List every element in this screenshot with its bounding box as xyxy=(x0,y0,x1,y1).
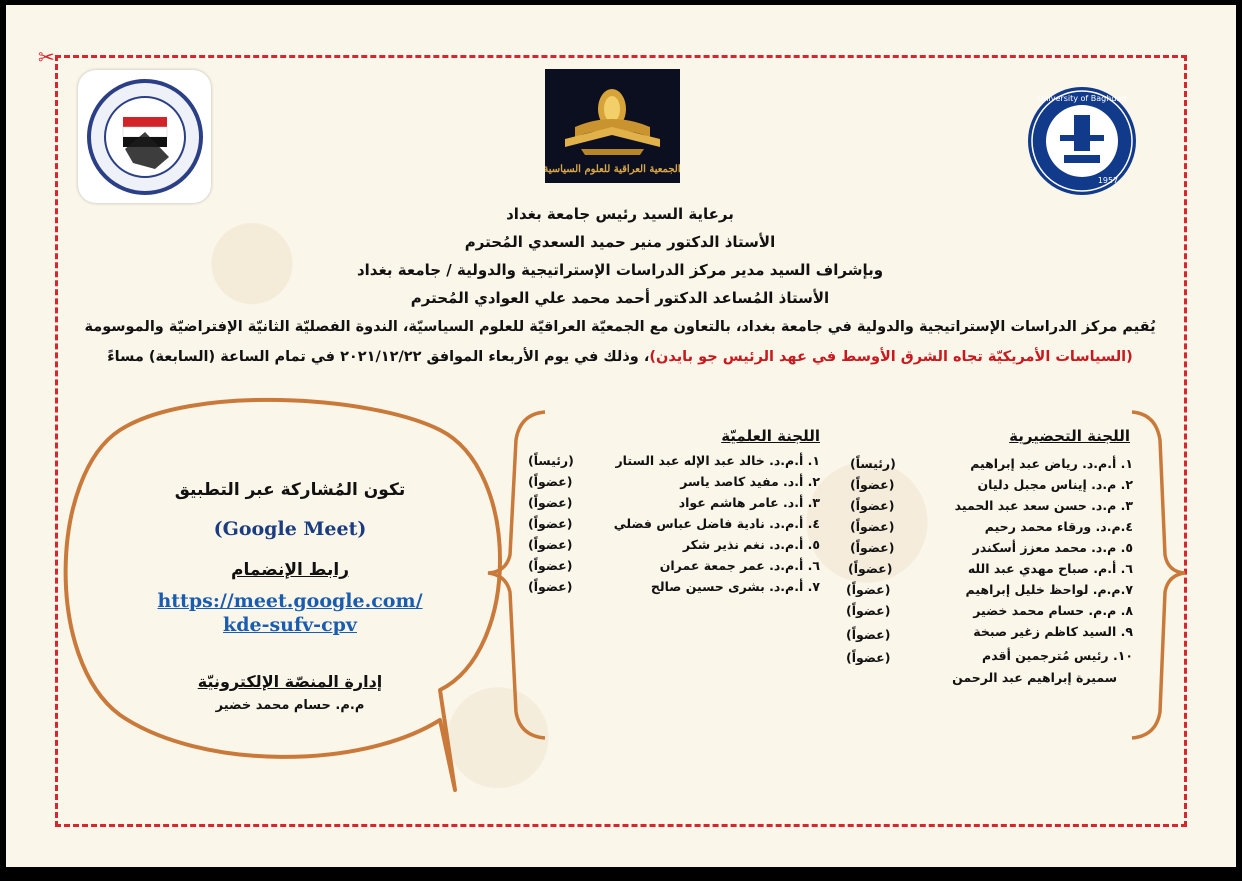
member-role: (عضواً) xyxy=(528,558,573,573)
member-role: (عضواً) xyxy=(528,537,573,552)
member-role: (عضواً) xyxy=(846,650,891,665)
university-year-text: 1957 xyxy=(1097,176,1119,185)
list-item: ٥. م.د. محمد معزز أسكندر xyxy=(972,540,1133,555)
list-item: ٥. أ.م.د. نغم نذير شكر xyxy=(682,537,820,552)
list-item: ٧.م.م. لواحظ خليل إبراهيم xyxy=(965,582,1133,597)
meet-link-line2[interactable]: kde-sufv-cpv xyxy=(223,614,357,636)
member-role: (عضواً) xyxy=(528,474,573,489)
meet-link-line1[interactable]: https://meet.google.com/ xyxy=(157,590,423,612)
member-role: (عضواً) xyxy=(528,495,573,510)
member-role: (عضواً) xyxy=(846,627,891,642)
member-role: (عضواً) xyxy=(528,579,573,594)
list-item: ٣. م.د. حسن سعد عبد الحميد xyxy=(954,498,1133,513)
event-date-time: ، وذلك في يوم الأربعاء الموافق ٢٠٢١/١٢/٢٢ في تمام الساعة (السابعة) مساءً xyxy=(107,349,650,365)
member-role: (عضواً) xyxy=(850,540,895,555)
list-item: ٤. أ.م.د. نادية فاضل عباس فضلي xyxy=(613,516,820,531)
member-role: (عضواً) xyxy=(850,519,895,534)
member-role: (رئيساً) xyxy=(528,453,574,468)
join-link-label: رابط الإنضمام xyxy=(231,560,349,580)
participation-text: تكون المُشاركة عبر التطبيق xyxy=(174,480,406,500)
list-item: ١. أ.م.د. خالد عبد الإله عبد الستار xyxy=(615,453,820,468)
prep-committee-title: اللجنة التحضيرية xyxy=(1009,427,1130,445)
director-name: الأستاذ المُساعد الدكتور أحمد محمد علي العوادي المُحترم xyxy=(410,289,830,307)
list-item: ٣. أ.د. عامر هاشم عواد xyxy=(678,495,820,510)
platform-management-label: إدارة المنصّة الإلكترونيّة xyxy=(197,672,383,691)
list-item: ٨. م.م. حسام محمد خضير xyxy=(973,603,1133,618)
patronage-line: برعاية السيد رئيس جامعة بغداد xyxy=(506,205,734,223)
scissors-icon: ✂ xyxy=(38,45,55,69)
list-item: ٩. السيد كاظم زغير صبخة xyxy=(973,624,1133,639)
member-role: (رئيساً) xyxy=(850,456,896,471)
right-curly-bracket xyxy=(1132,412,1185,738)
list-item: ٧. أ.م.د. بشرى حسين صالح xyxy=(650,579,820,594)
member-role: (عضواً) xyxy=(848,561,893,576)
member-role: (عضواً) xyxy=(528,516,573,531)
list-item: ٦. أ.م. صباح مهدي عبد الله xyxy=(967,561,1133,576)
list-item: ٢. أ.د. مفيد كاصد ياسر xyxy=(680,474,820,489)
list-item: ٢. م.د. إيناس مجبل دليان xyxy=(977,477,1133,492)
supervision-line: وبإشراف السيد مدير مركز الدراسات الإستراتيجية والدولية / جامعة بغداد xyxy=(356,261,884,279)
president-name: الأستاذ الدكتور منير حميد السعدي المُحترم xyxy=(464,233,776,251)
list-item: ٦. أ.م.د. عمر جمعة عمران xyxy=(659,558,820,573)
list-item: ١. أ.م.د. رياض عبد إبراهيم xyxy=(970,456,1133,471)
member-role: (عضواً) xyxy=(850,498,895,513)
app-name: (Google Meet) xyxy=(213,518,367,540)
university-name-text: University of Baghdad xyxy=(1037,94,1127,103)
member-role: (عضواً) xyxy=(846,582,891,597)
sci-committee-title: اللجنة العلميّة xyxy=(721,427,820,445)
list-item: ١٠. رئيس مُترجمين أقدم xyxy=(982,648,1133,663)
list-item: ٤.م.د. ورقاء محمد رحيم xyxy=(984,519,1133,534)
association-name-text: الجمعية العراقية للعلوم السياسية xyxy=(545,164,680,175)
member-role: (عضواً) xyxy=(850,477,895,492)
list-item-extra: سميرة إبراهيم عبد الرحمن xyxy=(952,670,1117,685)
member-role: (عضواً) xyxy=(846,603,891,618)
platform-manager-name: م.م. حسام محمد خضير xyxy=(215,698,365,713)
event-description: يُقيم مركز الدراسات الإستراتيجية والدولية في جامعة بغداد، بالتعاون مع الجمعيّة العراقيّة للعلوم السياسيّة، الندوة الفصليّة الثانيّة الإفتراضيّة والموسومة xyxy=(84,319,1156,335)
event-title: (السياسات الأمريكيّة تجاه الشرق الأوسط في عهد الرئيس جو بايدن) xyxy=(649,349,1133,365)
